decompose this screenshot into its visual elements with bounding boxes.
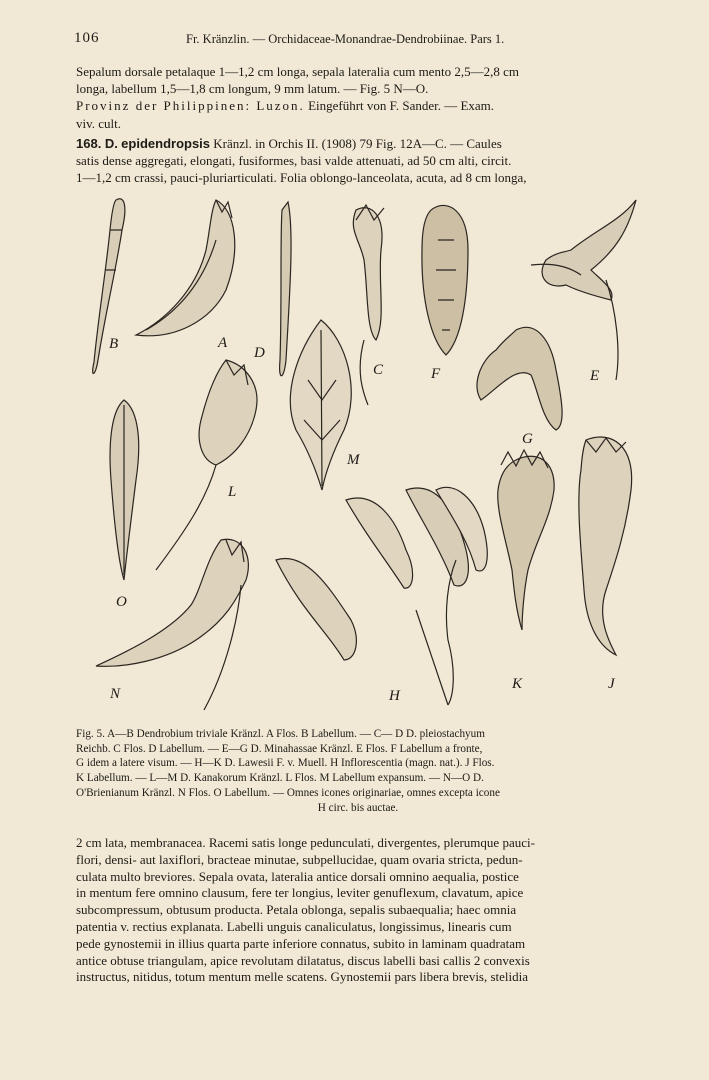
- text-line: subcompressum, obtusum producta. Petala oblonga, sepalis subaequalia; haec omnia: [76, 902, 517, 918]
- text-line: viv. cult.: [76, 115, 122, 131]
- species-entry-168: [76, 135, 640, 187]
- figure-label: K: [512, 676, 523, 692]
- drawing-C: [353, 208, 382, 340]
- figure-label: A: [218, 335, 228, 351]
- drawing-L: [199, 360, 257, 465]
- species-heading-line: [76, 135, 640, 152]
- caption-line: G idem a latere visum. — H—K D. Lawesii F. v. Muell. H Inflorescentia (magn. nat.). J Flos.: [76, 757, 495, 770]
- figure-label: H: [389, 688, 400, 704]
- botanical-figure-plate: [76, 190, 666, 715]
- locality-spaced: Provinz der Philippinen: Luzon.: [76, 98, 305, 114]
- species-name: epidendropsis: [121, 136, 211, 151]
- drawing-G: [477, 327, 562, 430]
- drawing-E: [542, 200, 636, 300]
- figure-label: L: [228, 484, 237, 500]
- drawing-A: [136, 200, 235, 336]
- drawing-H: [276, 558, 356, 660]
- figure-label: B: [109, 336, 119, 352]
- page-number: 106: [74, 30, 100, 46]
- text-line: in mentum fere omnino clausum, fere ter longius, leviter genuflexum, clavatum, apice: [76, 885, 524, 901]
- figure-label: F: [431, 366, 441, 382]
- text-line: pede gynostemii in illius quarta parte inferiore connatus, subito in laminam quadratam: [76, 935, 526, 951]
- figure-label: J: [608, 676, 615, 692]
- text-line: culata multo breviores. Sepala ovata, lateralia antice dorsali omnino aequalia, postice: [76, 868, 519, 884]
- text-line: antice obtuse triangulam, apice revolutam dilatatus, discus labelli basi callis 2 convexis: [76, 952, 530, 968]
- text-line: flori, densi- aut laxiflori, bracteae minutae, subpellucidae, quam ovaria stricta, pedun-: [76, 851, 523, 867]
- drawing-F: [422, 205, 468, 355]
- figure-label: M: [347, 452, 360, 468]
- figure-label: G: [522, 431, 533, 447]
- running-header: [74, 30, 639, 50]
- species-description: [76, 835, 640, 986]
- caption-line: Reichb. C Flos. D Labellum. — E—G D. Minahassae Kränzl. E Flos. F Labellum a fronte,: [76, 742, 483, 755]
- species-number: 168. D.: [76, 136, 118, 151]
- drawing-K: [498, 456, 554, 630]
- caption-line: H circ. bis auctae.: [317, 801, 399, 814]
- drawing-J: [579, 437, 632, 655]
- text-line: 2 cm lata, membranacea. Racemi satis longe pedunculati, divergentes, plerumque pauci-: [76, 835, 535, 850]
- text-line: [76, 97, 640, 114]
- figure-label: C: [373, 362, 384, 378]
- text-line: patentia v. rectius explanata. Labelli unguis canaliculatus, longissimus, linearis cum: [76, 918, 512, 934]
- text-line: instructus, nitidus, totum mentum melle scatens. Gynostemii pars libera brevis, stelidia: [76, 969, 529, 985]
- orchid-drawings: [76, 190, 666, 715]
- figure-caption: [76, 727, 640, 815]
- text-line: satis dense aggregati, elongati, fusiformes, basi valde attenuati, ad 50 cm alti, circit.: [76, 153, 512, 169]
- caption-line: Fig. 5. A—B Dendrobium triviale Kränzl. A Flos. B Labellum. — C— D D. pleiostachyum: [76, 728, 485, 740]
- figure-label: N: [110, 686, 121, 702]
- caption-line: O'Brienianum Kränzl. N Flos. O Labellum. — Omnes icones originariae, omnes excepta icone: [76, 786, 500, 799]
- paragraph-previous-species: [76, 63, 640, 132]
- drawing-D: [280, 202, 291, 376]
- figure-label: O: [116, 594, 127, 610]
- figure-label: E: [590, 368, 600, 384]
- text-line: longa, labellum 1,5—1,8 cm longum, 9 mm latum. — Fig. 5 N—O.: [76, 81, 429, 97]
- locality-rest: Eingeführt von F. Sander. — Exam.: [308, 98, 495, 114]
- text-line: Sepalum dorsale petalaque 1—1,2 cm longa, sepala lateralia cum mento 2,5—2,8 cm: [76, 64, 519, 79]
- species-citation: Kränzl. in Orchis II. (1908) 79 Fig. 12A—C. — Caules: [213, 136, 502, 151]
- text-line: 1—1,2 cm crassi, pauci-pluriarticulati. Folia oblongo-lanceolata, acuta, ad 8 cm longa,: [76, 170, 527, 186]
- running-title: Fr. Kränzlin. — Orchidaceae-Monandrae-Dendrobiinae. Pars 1.: [186, 32, 505, 46]
- figure-label: D: [254, 345, 265, 361]
- caption-line: K Labellum. — L—M D. Kanakorum Kränzl. L Flos. M Labellum expansum. — N—O D.: [76, 772, 484, 785]
